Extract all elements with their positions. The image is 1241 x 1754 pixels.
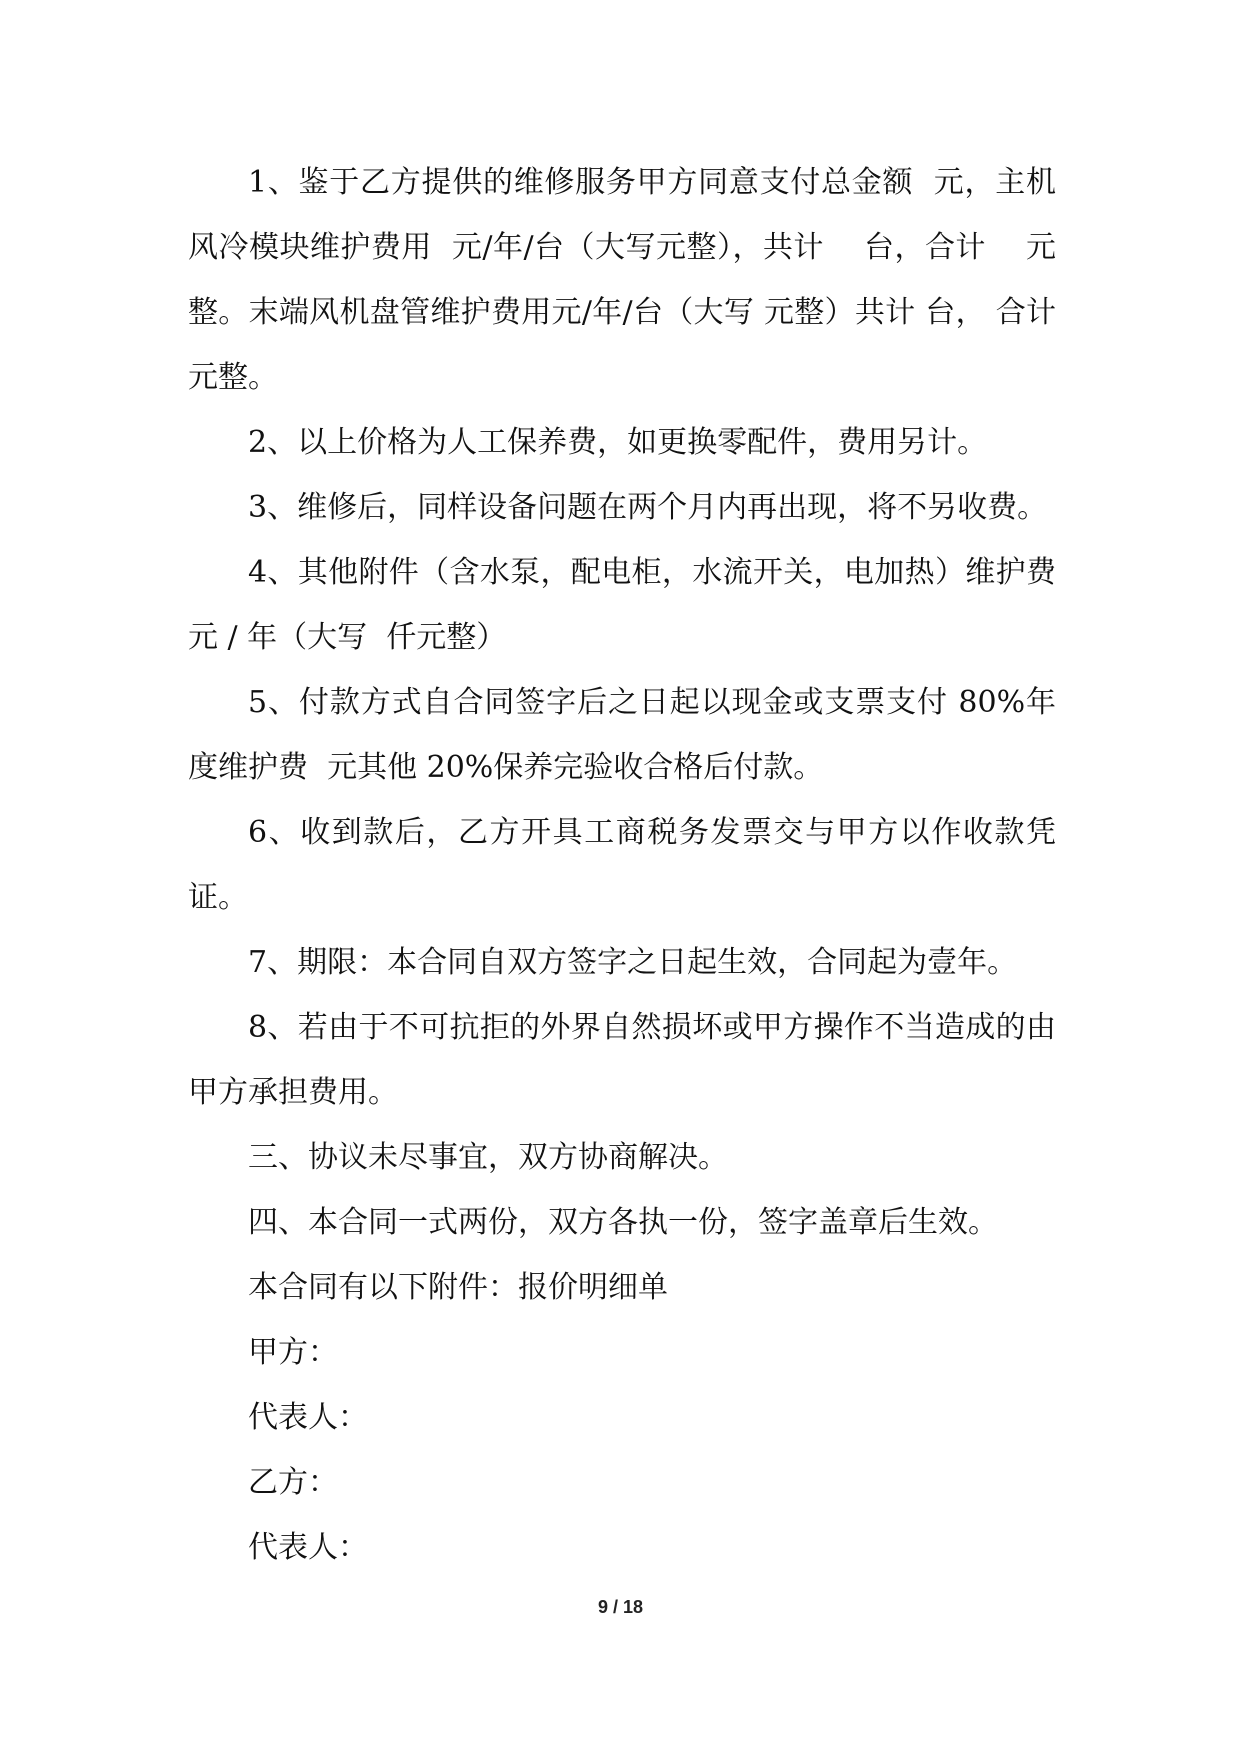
page-number: 9 / 18	[597, 1597, 644, 1617]
clause-2-labor-fee: 2、以上价格为人工保养费，如更换零配件，费用另计。	[248, 425, 988, 460]
clause-1-payment-total: 1、鉴于乙方提供的维修服务甲方同意支付总金额 元，主机风冷模块维护费用 元/年/台（大写元整），共计 台，合计 元整。末端风机盘管维护费用元/年/台（大写 元整）共计 台， 合计 元整。	[188, 165, 1076, 395]
section-4-copies: 四、本合同一式两份，双方各执一份，签字盖章后生效。	[248, 1205, 998, 1240]
clause-7-term: 7、期限：本合同自双方签字之日起生效，合同起为壹年。	[248, 945, 1018, 980]
party-a-representative-label: 代表人：	[248, 1400, 368, 1435]
attachments-line: 本合同有以下附件：报价明细单	[248, 1270, 668, 1305]
clause-6-invoice: 6、收到款后，乙方开具工商税务发票交与甲方以作收款凭证。	[188, 815, 1056, 915]
clause-3-repair-warranty: 3、维修后，同样设备问题在两个月内再出现，将不另收费。	[248, 490, 1048, 525]
party-b-representative-label: 代表人：	[248, 1530, 368, 1565]
party-a-label: 甲方：	[248, 1335, 338, 1370]
clause-8-force-majeure: 8、若由于不可抗拒的外界自然损坏或甲方操作不当造成的由甲方承担费用。	[188, 1010, 1056, 1110]
clause-4-accessories-fee: 4、其他附件（含水泵，配电柜，水流开关，电加热）维护费元 / 年（大写 仟元整）	[188, 555, 1056, 655]
clause-5-payment-method: 5、付款方式自合同签字后之日起以现金或支票支付 80%年度维护费 元其他 20%保养完验收合格后付款。	[188, 685, 1056, 785]
party-b-label: 乙方：	[248, 1465, 338, 1500]
document-body	[188, 150, 1076, 1580]
section-3-negotiation: 三、协议未尽事宜，双方协商解决。	[248, 1140, 728, 1175]
